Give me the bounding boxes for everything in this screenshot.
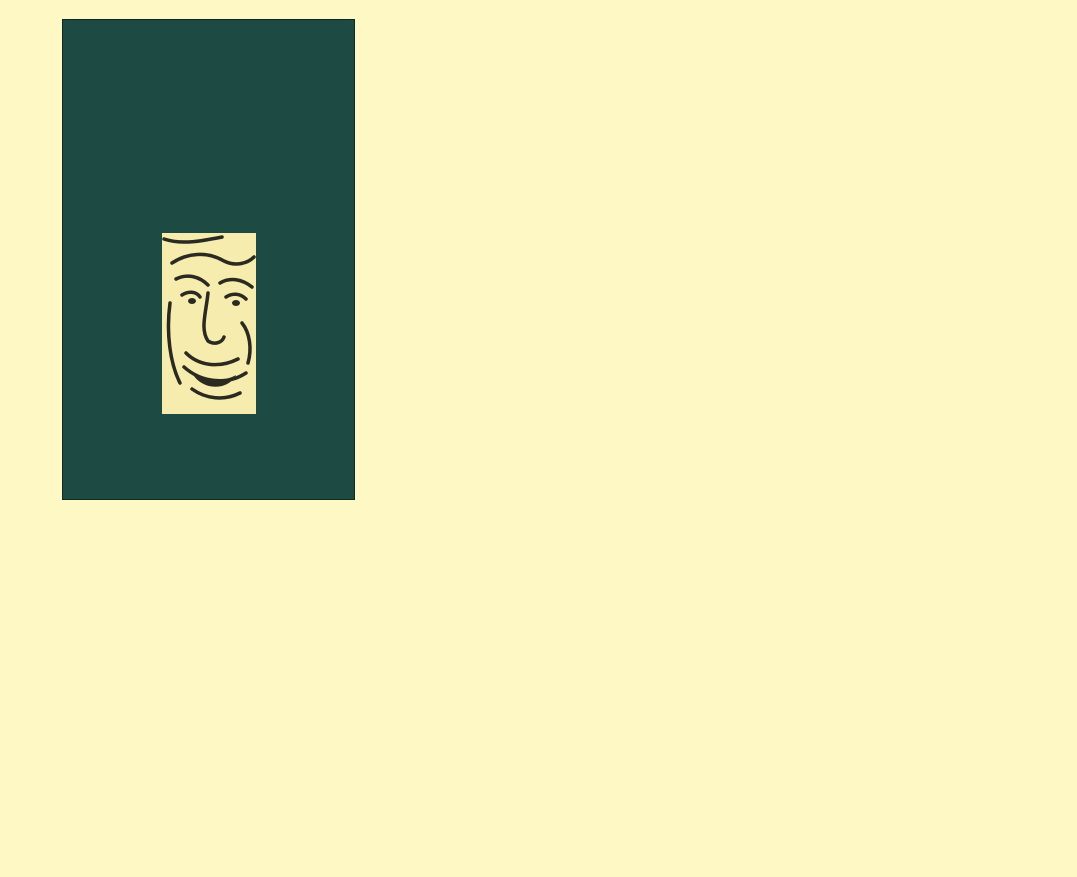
cover-portrait-drawing [162,233,256,414]
portrait-sketch-icon [162,233,256,414]
book-cover-image [62,19,355,500]
